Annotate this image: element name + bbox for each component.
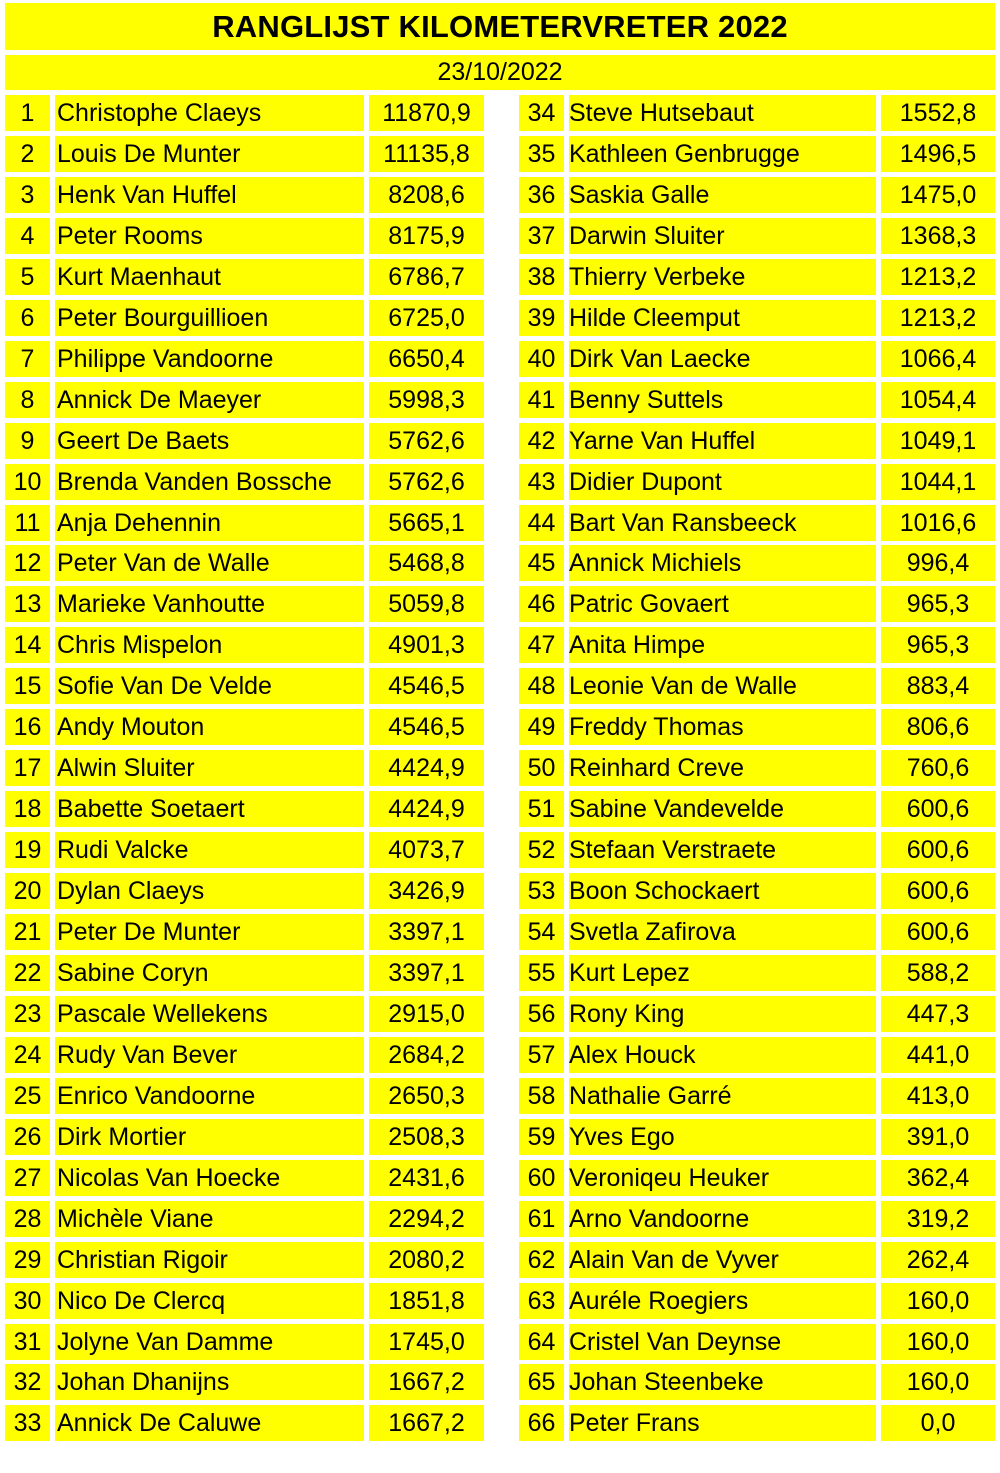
km-cell: 11135,8 — [369, 136, 484, 172]
name-cell: Enrico Vandoorne — [55, 1078, 364, 1114]
rank-cell: 65 — [519, 1364, 564, 1400]
page-title: RANGLIJST KILOMETERVRETER 2022 — [5, 3, 995, 50]
name-cell: Leonie Van de Walle — [569, 668, 876, 704]
km-cell: 5762,6 — [369, 423, 484, 459]
name-cell: Freddy Thomas — [569, 709, 876, 745]
km-cell: 1496,5 — [881, 136, 995, 172]
name-cell: Christophe Claeys — [55, 95, 364, 131]
name-cell: Andy Mouton — [55, 709, 364, 745]
name-cell: Dirk Van Laecke — [569, 341, 876, 377]
table-row — [5, 259, 995, 295]
rank-cell: 66 — [519, 1405, 564, 1441]
name-cell: Sabine Vandevelde — [569, 791, 876, 827]
rank-cell: 15 — [5, 668, 50, 704]
table-row — [5, 1364, 995, 1400]
table-row — [5, 1405, 995, 1441]
name-cell: Kurt Maenhaut — [55, 259, 364, 295]
rank-cell: 22 — [5, 955, 50, 991]
rank-cell: 26 — [5, 1119, 50, 1155]
km-cell: 391,0 — [881, 1119, 995, 1155]
km-cell: 262,4 — [881, 1242, 995, 1278]
rank-cell: 38 — [519, 259, 564, 295]
km-cell: 447,3 — [881, 996, 995, 1032]
name-cell: Anita Himpe — [569, 627, 876, 663]
name-cell: Brenda Vanden Bossche — [55, 464, 364, 500]
km-cell: 2508,3 — [369, 1119, 484, 1155]
table-row — [5, 1201, 995, 1237]
km-cell: 1745,0 — [369, 1324, 484, 1360]
km-cell: 5762,6 — [369, 464, 484, 500]
rank-cell: 14 — [5, 627, 50, 663]
rank-cell: 25 — [5, 1078, 50, 1114]
rank-cell: 27 — [5, 1160, 50, 1196]
name-cell: Darwin Sluiter — [569, 218, 876, 254]
name-cell: Rudy Van Bever — [55, 1037, 364, 1073]
name-cell: Louis De Munter — [55, 136, 364, 172]
name-cell: Kathleen Genbrugge — [569, 136, 876, 172]
km-cell: 2650,3 — [369, 1078, 484, 1114]
km-cell: 5998,3 — [369, 382, 484, 418]
name-cell: Chris Mispelon — [55, 627, 364, 663]
rank-cell: 3 — [5, 177, 50, 213]
table-row — [5, 914, 995, 950]
km-cell: 3426,9 — [369, 873, 484, 909]
km-cell: 1368,3 — [881, 218, 995, 254]
table-row — [5, 505, 995, 541]
km-cell: 883,4 — [881, 668, 995, 704]
name-cell: Pascale Wellekens — [55, 996, 364, 1032]
km-cell: 965,3 — [881, 627, 995, 663]
name-cell: Michèle Viane — [55, 1201, 364, 1237]
name-cell: Jolyne Van Damme — [55, 1324, 364, 1360]
name-cell: Marieke Vanhoutte — [55, 586, 364, 622]
name-cell: Peter Frans — [569, 1405, 876, 1441]
km-cell: 1213,2 — [881, 259, 995, 295]
km-cell: 1475,0 — [881, 177, 995, 213]
rank-cell: 41 — [519, 382, 564, 418]
name-cell: Hilde Cleemput — [569, 300, 876, 336]
km-cell: 5059,8 — [369, 586, 484, 622]
km-cell: 1213,2 — [881, 300, 995, 336]
rank-cell: 17 — [5, 750, 50, 786]
km-cell: 5665,1 — [369, 505, 484, 541]
rank-cell: 13 — [5, 586, 50, 622]
rank-cell: 29 — [5, 1242, 50, 1278]
table-row — [5, 1324, 995, 1360]
rank-cell: 60 — [519, 1160, 564, 1196]
rank-cell: 57 — [519, 1037, 564, 1073]
km-cell: 4901,3 — [369, 627, 484, 663]
rank-cell: 20 — [5, 873, 50, 909]
rank-cell: 44 — [519, 505, 564, 541]
name-cell: Svetla Zafirova — [569, 914, 876, 950]
km-cell: 600,6 — [881, 791, 995, 827]
name-cell: Annick De Caluwe — [55, 1405, 364, 1441]
km-cell: 588,2 — [881, 955, 995, 991]
table-row — [5, 1160, 995, 1196]
rank-cell: 36 — [519, 177, 564, 213]
rank-cell: 16 — [5, 709, 50, 745]
km-cell: 8208,6 — [369, 177, 484, 213]
rank-cell: 63 — [519, 1283, 564, 1319]
name-cell: Veroniqeu Heuker — [569, 1160, 876, 1196]
name-cell: Peter Van de Walle — [55, 545, 364, 581]
table-row — [5, 300, 995, 336]
table-row — [5, 668, 995, 704]
rank-cell: 7 — [5, 341, 50, 377]
km-cell: 4424,9 — [369, 750, 484, 786]
table-row — [5, 750, 995, 786]
table-row — [5, 464, 995, 500]
rank-cell: 53 — [519, 873, 564, 909]
km-cell: 965,3 — [881, 586, 995, 622]
rank-cell: 31 — [5, 1324, 50, 1360]
rank-cell: 21 — [5, 914, 50, 950]
table-row — [5, 423, 995, 459]
rank-cell: 64 — [519, 1324, 564, 1360]
name-cell: Saskia Galle — [569, 177, 876, 213]
rank-cell: 2 — [5, 136, 50, 172]
table-row — [5, 996, 995, 1032]
km-cell: 1054,4 — [881, 382, 995, 418]
km-cell: 1667,2 — [369, 1405, 484, 1441]
table-row — [5, 1037, 995, 1073]
km-cell: 441,0 — [881, 1037, 995, 1073]
rank-cell: 39 — [519, 300, 564, 336]
table-row — [5, 1119, 995, 1155]
km-cell: 4424,9 — [369, 791, 484, 827]
name-cell: Arno Vandoorne — [569, 1201, 876, 1237]
km-cell: 8175,9 — [369, 218, 484, 254]
name-cell: Rudi Valcke — [55, 832, 364, 868]
km-cell: 2080,2 — [369, 1242, 484, 1278]
rank-cell: 56 — [519, 996, 564, 1032]
table-row — [5, 791, 995, 827]
name-cell: Philippe Vandoorne — [55, 341, 364, 377]
km-cell: 160,0 — [881, 1364, 995, 1400]
km-cell: 0,0 — [881, 1405, 995, 1441]
rank-cell: 5 — [5, 259, 50, 295]
name-cell: Alwin Sluiter — [55, 750, 364, 786]
name-cell: Annick De Maeyer — [55, 382, 364, 418]
rank-cell: 8 — [5, 382, 50, 418]
rank-cell: 35 — [519, 136, 564, 172]
name-cell: Alex Houck — [569, 1037, 876, 1073]
rank-cell: 34 — [519, 95, 564, 131]
km-cell: 996,4 — [881, 545, 995, 581]
km-cell: 413,0 — [881, 1078, 995, 1114]
rank-cell: 23 — [5, 996, 50, 1032]
rank-cell: 59 — [519, 1119, 564, 1155]
name-cell: Peter Rooms — [55, 218, 364, 254]
km-cell: 600,6 — [881, 832, 995, 868]
km-cell: 2294,2 — [369, 1201, 484, 1237]
rank-cell: 61 — [519, 1201, 564, 1237]
name-cell: Patric Govaert — [569, 586, 876, 622]
km-cell: 1049,1 — [881, 423, 995, 459]
km-cell: 1044,1 — [881, 464, 995, 500]
rank-cell: 55 — [519, 955, 564, 991]
name-cell: Yves Ego — [569, 1119, 876, 1155]
km-cell: 160,0 — [881, 1283, 995, 1319]
km-cell: 2684,2 — [369, 1037, 484, 1073]
rank-cell: 33 — [5, 1405, 50, 1441]
rank-cell: 42 — [519, 423, 564, 459]
rank-cell: 62 — [519, 1242, 564, 1278]
rank-cell: 10 — [5, 464, 50, 500]
rank-cell: 37 — [519, 218, 564, 254]
km-cell: 3397,1 — [369, 955, 484, 991]
name-cell: Cristel Van Deynse — [569, 1324, 876, 1360]
km-cell: 1016,6 — [881, 505, 995, 541]
table-row — [5, 95, 995, 131]
table-row — [5, 218, 995, 254]
table-row — [5, 341, 995, 377]
name-cell: Sabine Coryn — [55, 955, 364, 991]
km-cell: 11870,9 — [369, 95, 484, 131]
name-cell: Auréle Roegiers — [569, 1283, 876, 1319]
name-cell: Dylan Claeys — [55, 873, 364, 909]
rank-cell: 9 — [5, 423, 50, 459]
rank-cell: 1 — [5, 95, 50, 131]
km-cell: 760,6 — [881, 750, 995, 786]
km-cell: 4073,7 — [369, 832, 484, 868]
name-cell: Didier Dupont — [569, 464, 876, 500]
table-row — [5, 382, 995, 418]
name-cell: Nico De Clercq — [55, 1283, 364, 1319]
km-cell: 6650,4 — [369, 341, 484, 377]
name-cell: Yarne Van Huffel — [569, 423, 876, 459]
name-cell: Henk Van Huffel — [55, 177, 364, 213]
km-cell: 3397,1 — [369, 914, 484, 950]
table-row — [5, 545, 995, 581]
name-cell: Stefaan Verstraete — [569, 832, 876, 868]
name-cell: Bart Van Ransbeeck — [569, 505, 876, 541]
km-cell: 4546,5 — [369, 709, 484, 745]
table-row — [5, 177, 995, 213]
name-cell: Boon Schockaert — [569, 873, 876, 909]
name-cell: Annick Michiels — [569, 545, 876, 581]
km-cell: 6786,7 — [369, 259, 484, 295]
rank-cell: 28 — [5, 1201, 50, 1237]
rank-cell: 4 — [5, 218, 50, 254]
rank-cell: 46 — [519, 586, 564, 622]
table-row — [5, 627, 995, 663]
name-cell: Johan Steenbeke — [569, 1364, 876, 1400]
name-cell: Christian Rigoir — [55, 1242, 364, 1278]
name-cell: Peter De Munter — [55, 914, 364, 950]
ranking-date: 23/10/2022 — [5, 55, 995, 90]
rank-cell: 45 — [519, 545, 564, 581]
name-cell: Peter Bourguillioen — [55, 300, 364, 336]
km-cell: 806,6 — [881, 709, 995, 745]
name-cell: Benny Suttels — [569, 382, 876, 418]
rank-cell: 30 — [5, 1283, 50, 1319]
table-row — [5, 1078, 995, 1114]
km-cell: 600,6 — [881, 914, 995, 950]
rank-cell: 11 — [5, 505, 50, 541]
rank-cell: 6 — [5, 300, 50, 336]
km-cell: 4546,5 — [369, 668, 484, 704]
rank-cell: 48 — [519, 668, 564, 704]
rank-cell: 18 — [5, 791, 50, 827]
km-cell: 1552,8 — [881, 95, 995, 131]
name-cell: Dirk Mortier — [55, 1119, 364, 1155]
rank-cell: 50 — [519, 750, 564, 786]
rank-cell: 12 — [5, 545, 50, 581]
name-cell: Thierry Verbeke — [569, 259, 876, 295]
rank-cell: 32 — [5, 1364, 50, 1400]
rank-cell: 58 — [519, 1078, 564, 1114]
table-row — [5, 955, 995, 991]
name-cell: Nathalie Garré — [569, 1078, 876, 1114]
km-cell: 319,2 — [881, 1201, 995, 1237]
rank-cell: 54 — [519, 914, 564, 950]
table-row — [5, 832, 995, 868]
table-row — [5, 1242, 995, 1278]
rank-cell: 51 — [519, 791, 564, 827]
km-cell: 1066,4 — [881, 341, 995, 377]
rank-cell: 43 — [519, 464, 564, 500]
rank-cell: 19 — [5, 832, 50, 868]
table-row — [5, 709, 995, 745]
table-row — [5, 586, 995, 622]
rank-cell: 24 — [5, 1037, 50, 1073]
km-cell: 2915,0 — [369, 996, 484, 1032]
km-cell: 1667,2 — [369, 1364, 484, 1400]
name-cell: Anja Dehennin — [55, 505, 364, 541]
name-cell: Babette Soetaert — [55, 791, 364, 827]
table-row — [5, 873, 995, 909]
rank-cell: 49 — [519, 709, 564, 745]
km-cell: 6725,0 — [369, 300, 484, 336]
km-cell: 1851,8 — [369, 1283, 484, 1319]
name-cell: Johan Dhanijns — [55, 1364, 364, 1400]
name-cell: Nicolas Van Hoecke — [55, 1160, 364, 1196]
km-cell: 160,0 — [881, 1324, 995, 1360]
name-cell: Alain Van de Vyver — [569, 1242, 876, 1278]
name-cell: Steve Hutsebaut — [569, 95, 876, 131]
km-cell: 362,4 — [881, 1160, 995, 1196]
name-cell: Kurt Lepez — [569, 955, 876, 991]
km-cell: 5468,8 — [369, 545, 484, 581]
table-row — [5, 1283, 995, 1319]
table-row — [5, 136, 995, 172]
name-cell: Reinhard Creve — [569, 750, 876, 786]
name-cell: Rony King — [569, 996, 876, 1032]
name-cell: Sofie Van De Velde — [55, 668, 364, 704]
rank-cell: 47 — [519, 627, 564, 663]
rank-cell: 52 — [519, 832, 564, 868]
rank-cell: 40 — [519, 341, 564, 377]
km-cell: 2431,6 — [369, 1160, 484, 1196]
km-cell: 600,6 — [881, 873, 995, 909]
name-cell: Geert De Baets — [55, 423, 364, 459]
